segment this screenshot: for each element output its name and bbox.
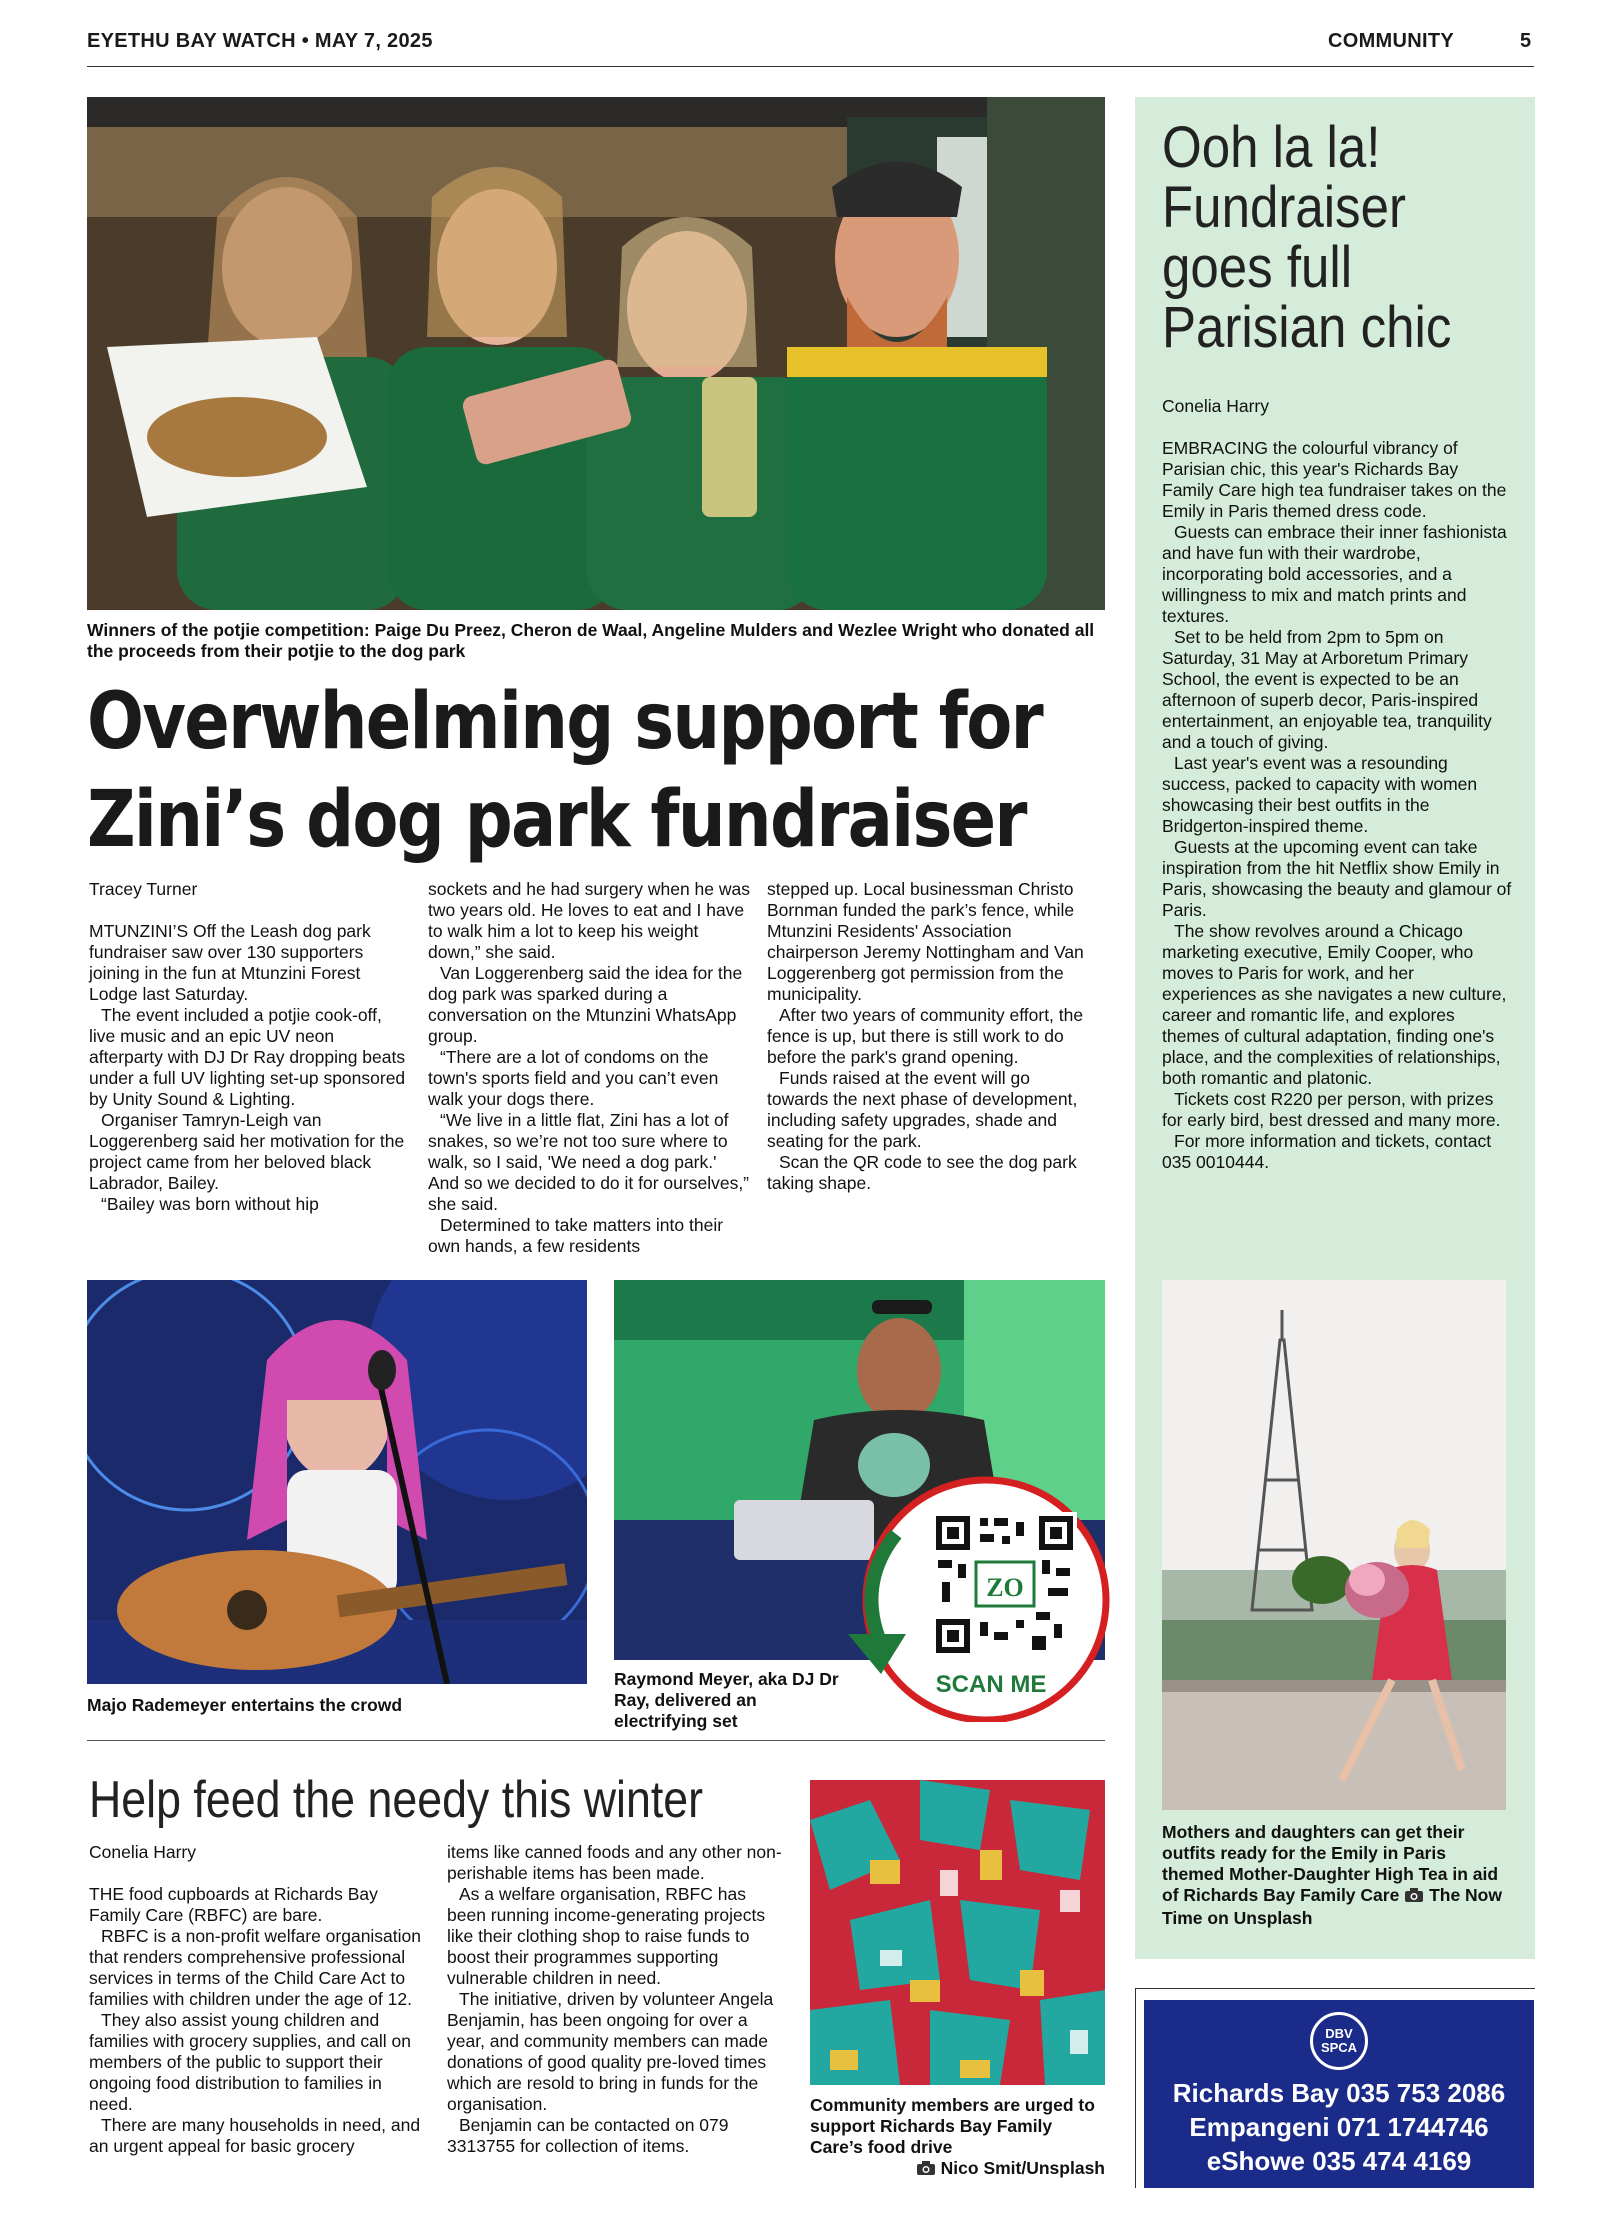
main-photo-caption: Winners of the potjie competition: Paige Du Preez, Cheron de Waal, Angeline Mulders and Wezlee Wright who donated all the proceeds from their potjie to the dog park [87,620,1095,661]
paragraph: The event included a potjie cook-off, live music and an epic UV neon afterparty with DJ Dr Ray dropping beats under a full UV lighting set-up sponsored by Unity Sound & Lighting. [89,1005,406,1109]
paragraph: As a welfare organisation, RBFC has been running income-generating projects like their clothing shop to raise funds to boost their programmes supporting vulnerable children in need. [447,1884,766,1988]
paris-photo [1162,1280,1506,1810]
paragraph: Organiser Tamryn-Leigh van Loggerenberg said her motivation for the project came from her beloved black Labrador, Bailey. [89,1110,405,1193]
header-rule [87,66,1534,67]
side-column [1162,396,1512,1173]
qr-badge[interactable] [836,1474,1110,1722]
paris-photo-caption [1162,1822,1512,1929]
side-headline-line: goes full [1162,235,1353,300]
paris-caption-text: Mothers and daughters can get their outfits ready for the Emily in Paris themed Mother-Daughter High Tea in aid of Richards Bay Family Care [1162,1822,1499,1905]
paragraph: Last year's event was a resounding success, packed to capacity with women showcasing their best outfits in the Bridgerton-inspired theme. [1162,753,1478,836]
main-column-2 [428,879,750,1257]
paragraph: THE food cupboards at Richards Bay Family Care (RBFC) are bare. [89,1884,378,1925]
main-photo [87,97,1105,610]
paragraph: Funds raised at the event will go towards the next phase of development, including safety upgrades, shade and seating for the park. [767,1068,1078,1151]
spca-logo-top: DBV [1325,2026,1353,2041]
side-headline-line: Parisian chic [1162,295,1452,360]
spca-ad[interactable] [1144,2000,1534,2188]
main-column-1 [89,879,411,1215]
spca-logo [1310,2012,1368,2070]
main-byline: Tracey Turner [89,879,198,899]
paragraph: sockets and he had surgery when he was two years old. He loves to eat and I have to walk him a lot to keep his weight down,” she said. [428,879,750,962]
paragraph: After two years of community effort, the fence is up, but there is still work to do before the park's grand opening. [767,1005,1084,1067]
page-number: 5 [1520,30,1532,52]
paragraph: Scan the QR code to see the dog park taking shape. [767,1152,1077,1193]
paragraph: Set to be held from 2pm to 5pm on Saturday, 31 May at Arboretum Primary School, the event is expected to be an afternoon of superb decor, Paris-inspired entertainment, an enjoyable tea, tranquility and a touch of giving. [1162,627,1492,752]
side-headline-line: Ooh la la! [1162,115,1381,180]
paragraph: There are many households in need, and an urgent appeal for basic grocery [89,2115,421,2156]
singer-caption: Majo Rademeyer entertains the crowd [87,1695,403,1715]
food-drive-caption [810,2095,1105,2181]
ad-phone-eshowe[interactable]: eShowe 035 474 4169 [1206,2146,1472,2176]
camera-icon [1404,1887,1424,1908]
publication-date: EYETHU BAY WATCH • MAY 7, 2025 [87,30,433,52]
ad-phone-empangeni[interactable]: Empangeni 071 1744746 [1189,2112,1489,2142]
paragraph: stepped up. Local businessman Christo Bornman funded the park’s fence, while Mtunzini Residents' Association chairperson Jeremy Nottingham and Van Loggerenberg got permission from the municipality. [767,879,1084,1004]
side-headline-line: Fundraiser [1162,175,1406,240]
ad-phone-richards-bay[interactable]: Richards Bay 035 753 2086 [1172,2078,1506,2108]
paragraph: Determined to take matters into their own hands, a few residents [428,1215,724,1256]
qr-logo-text: ZO [986,1573,1024,1602]
qr-code-icon [836,1474,1110,1722]
paragraph: They also assist young children and families with grocery supplies, and call on members of the public to support their ongoing food distribution to families in need. [89,2010,411,2114]
ad-left-rule [1135,1988,1136,2188]
paragraph: EMBRACING the colourful vibrancy of Parisian chic, this year's Richards Bay Family Care high tea fundraiser takes on the Emily in Paris themed dress code. [1162,438,1507,521]
dj-caption: Raymond Meyer, aka DJ Dr Ray, delivered an electrifying set [614,1669,839,1731]
paragraph: items like canned foods and any other non-perishable items has been made. [447,1842,782,1883]
food-drive-caption-text: Community members are urged to support Richards Bay Family Care’s food drive [810,2095,1095,2157]
food-drive-photo-credit: Nico Smit/Unsplash [940,2158,1105,2178]
paris-photo-credit: The Now Time on Unsplash [1162,1885,1502,1928]
spca-logo-bottom: SPCA [1320,2040,1358,2055]
side-byline: Conelia Harry [1162,396,1269,416]
help-headline: Help feed the needy this winter [89,1771,704,1829]
paragraph: Benjamin can be contacted on 079 3313755 for collection of items. [447,2115,729,2156]
section-divider [87,1740,1105,1741]
ad-top-rule [1135,1988,1535,1989]
paragraph: “We live in a little flat, Zini has a lot of snakes, so we’re not too sure where to walk, so I said, 'We need a dog park.' And so we decided to do it for ourselves,” she said. [428,1110,750,1214]
main-headline [87,673,1119,869]
singer-photo [87,1280,587,1684]
help-column-2 [447,1842,787,2157]
paragraph: The show revolves around a Chicago marketing executive, Emily Cooper, who moves to Paris for work, and her experiences as she navigates a new culture, career and romantic life, and explores themes of cultural adaptation, finding one's place, and the complexities of relationships, both romantic and platonic. [1162,921,1507,1088]
scan-me-label: SCAN ME [935,1671,1047,1698]
main-column-3 [767,879,1089,1194]
camera-icon [916,2160,936,2181]
main-headline-line1: Overwhelming support for [87,677,1042,767]
side-headline [1162,115,1532,360]
paragraph: Van Loggerenberg said the idea for the dog park was sparked during a conversation on the Mtunzini WhatsApp group. [428,963,743,1046]
paragraph: MTUNZINI’S Off the Leash dog park fundraiser saw over 130 supporters joining in the fun at Mtunzini Forest Lodge last Saturday. [89,921,371,1004]
paragraph: “Bailey was born without hip [101,1194,319,1214]
food-drive-photo [810,1780,1105,2085]
help-column-1 [89,1842,425,2157]
help-byline: Conelia Harry [89,1842,196,1862]
paragraph: Guests can embrace their inner fashionista and have fun with their wardrobe, incorporating bold accessories, and a willingness to mix and match prints and textures. [1162,522,1507,626]
paragraph: For more information and tickets, contact 035 0010444. [1162,1131,1492,1172]
paragraph: RBFC is a non-profit welfare organisation that renders comprehensive professional services in terms of the Child Care Act to families with children under the age of 12. [89,1926,422,2009]
section-name: COMMUNITY [1328,30,1455,52]
main-headline-line2: Zini’s dog park fundraiser [87,775,1026,865]
paragraph: Tickets cost R220 per person, with prizes for early bird, best dressed and many more. [1162,1089,1501,1130]
paragraph: “There are a lot of condoms on the town's sports field and you can’t even walk your dogs there. [428,1047,719,1109]
paragraph: Guests at the upcoming event can take inspiration from the hit Netflix show Emily in Paris, showcasing the beauty and glamour of Paris. [1162,837,1512,920]
paragraph: The initiative, driven by volunteer Angela Benjamin, has been ongoing for over a year, and community members can made donations of good quality pre-loved times which are resold to bring in funds for the organisation. [447,1989,774,2114]
